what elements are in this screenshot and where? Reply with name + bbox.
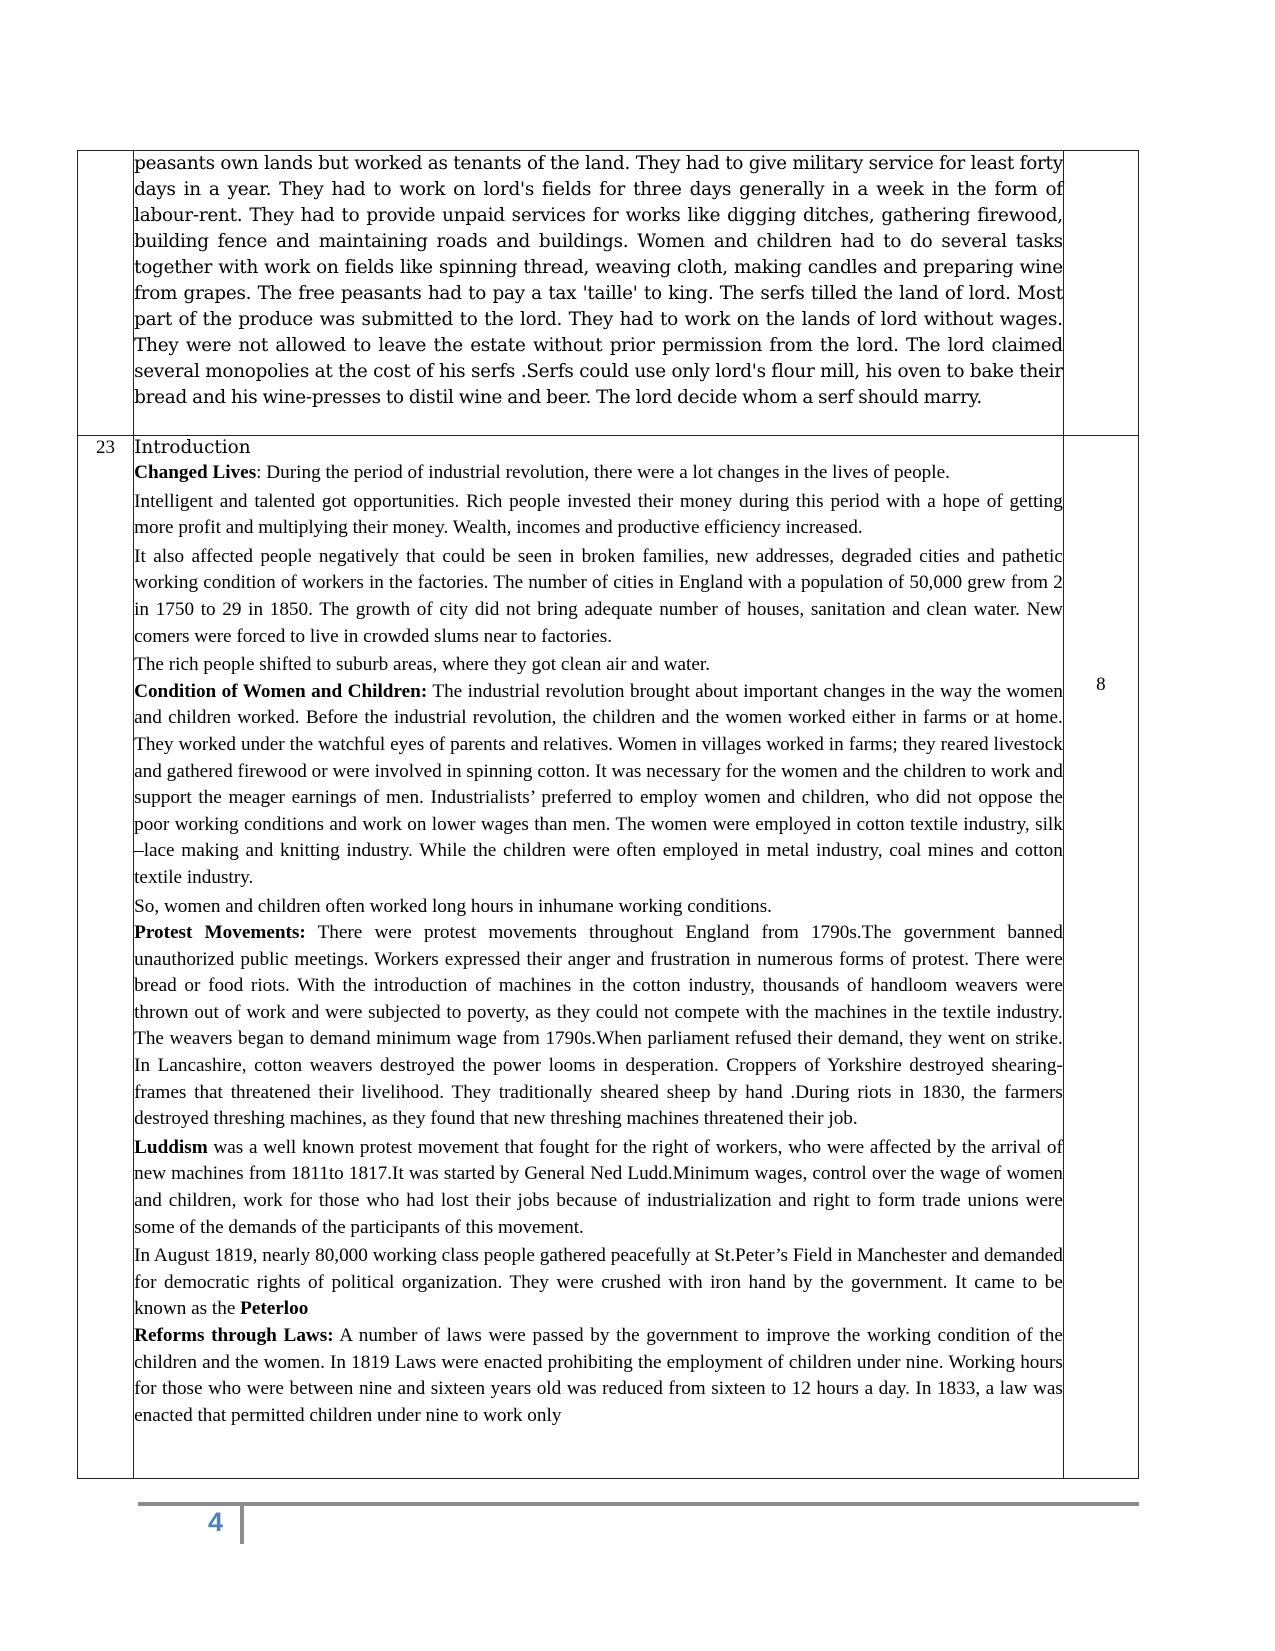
marks-cell	[1063, 151, 1138, 436]
footer-divider	[240, 1506, 244, 1544]
continued-paragraph: peasants own lands but worked as tenants of the land. They had to give military service for least forty days in a year. They had to work on lord's fields for three days generally in a week in the form of labour-rent. They had to provide unpaid services for works like digging ditches, gathering firewood, building fence and maintaining roads and buildings. Women and children had to do several tasks together with work on fields like spinning thread, weaving cloth, making candles and preparing wine from grapes. The free peasants had to pay a tax 'taille' to king. The serfs tilled the land of lord. Most part of the produce was submitted to the lord. They had to work on the lands of lord without wages. They were not allowed to leave the estate without prior permission from the lord. The lord claimed several monopolies at the cost of his serfs .Serfs could use only lord's flour mill, his oven to bake their bread and his wine-presses to distil wine and beer. The lord decide whom a serf should marry.	[134, 153, 1063, 408]
paragraph: It also affected people negatively that could be seen in broken families, new addresses, degraded cities and pathetic working condition of workers in the factories. The number of cities in England with a population of 50,000 grew from 2 in 1750 to 29 in 1850. The growth of city did not bring adequate number of houses, sanitation and clean water. New comers were forced to live in crowded slums near to factories.	[134, 545, 1063, 647]
changed-lives-paragraph: Changed Lives: During the period of industrial revolution, there were a lot changes in the lives of people.	[134, 462, 950, 483]
footer-rule	[138, 1502, 1139, 1506]
table-row	[78, 151, 1139, 436]
introduction-heading: Introduction	[134, 437, 251, 458]
changed-lives-heading: Changed Lives	[134, 462, 257, 483]
protest-movements-heading: Protest Movements:	[134, 922, 306, 944]
table-row	[78, 436, 1139, 1479]
luddism-paragraph: Luddism was a well known protest movement that fought for the right of workers, who were affected by the arrival of new machines from 1811to 1817.It was started by General Ned Ludd.Minimum wages, control over the wage of women and children, work for those who had lost their jobs because of industrialization and right to form trade unions were some of the demands of the participants of this movement.	[134, 1136, 1063, 1238]
marks-cell	[1063, 436, 1138, 1479]
question-number-cell: 23	[78, 436, 134, 1479]
answer-cell	[134, 151, 1064, 436]
peterloo-paragraph: In August 1819, nearly 80,000 working class people gathered peacefully at St.Peter’s Field in Manchester and demanded for democratic rights of political organization. They were crushed with iron hand by the government. It came to be known as the Peterloo	[134, 1245, 1063, 1320]
paragraph: So, women and children often worked long hours in inhumane working conditions.	[134, 895, 772, 917]
question-number-cell	[78, 151, 134, 436]
answer-table	[77, 150, 1139, 1479]
reforms-paragraph: Reforms through Laws: A number of laws were passed by the government to improve the working condition of the children and the women. In 1819 Laws were enacted prohibiting the employment of children under nine. Working hours for those who were between nine and sixteen years old was reduced from sixteen to 12 hours a day. In 1833, a law was enacted that permitted children under nine to work only	[134, 1325, 1063, 1426]
peterloo-term: Peterloo	[240, 1298, 309, 1320]
page-number: 4	[208, 1507, 224, 1537]
protest-movements-paragraph: Protest Movements: There were protest movements throughout England from 1790s.The government banned unauthorized public meetings. Workers expressed their anger and frustration in numerous forms of protest. There were bread or food riots. With the introduction of machines in the cotton industry, thousands of handloom weavers were thrown out of work and were subjected to poverty, as they could not compete with the machines in the textile industry. The weavers began to demand minimum wage from 1790s.When parliament refused their demand, they went on strike. In Lancashire, cotton weavers destroyed the power looms in desperation. Croppers of Yorkshire destroyed shearing-frames that threatened their livelihood. They traditionally sheared sheep by hand .During riots in 1830, the farmers destroyed threshing machines, as they found that new threshing machines threatened their job.	[134, 922, 1063, 1130]
paragraph: Intelligent and talented got opportunities. Rich people invested their money during this period with a hope of getting more profit and multiplying their money. Wealth, incomes and productive efficiency increased.	[134, 490, 1063, 539]
marks-value: 8	[1096, 674, 1106, 695]
luddism-heading: Luddism	[134, 1136, 208, 1158]
women-children-paragraph: Condition of Women and Children: The industrial revolution brought about important changes in the way the women and children worked. Before the industrial revolution, the children and the women worked either in farms or at home. They worked under the watchful eyes of parents and relatives. Women in villages worked in farms; they reared livestock and gathered firewood or were involved in spinning cotton. It was necessary for the women and the children to work and support the meager earnings of men. Industrialists’ preferred to employ women and children, who did not oppose the poor working conditions and work on lower wages than men. The women were employed in cotton textile industry, silk –lace making and knitting industry. While the children were often employed in metal industry, coal mines and cotton textile industry.	[134, 680, 1063, 888]
paragraph: The rich people shifted to suburb areas, where they got clean air and water.	[134, 654, 711, 676]
reforms-heading: Reforms through Laws:	[134, 1325, 334, 1346]
answer-cell	[134, 436, 1064, 1479]
women-children-heading: Condition of Women and Children:	[134, 680, 428, 702]
